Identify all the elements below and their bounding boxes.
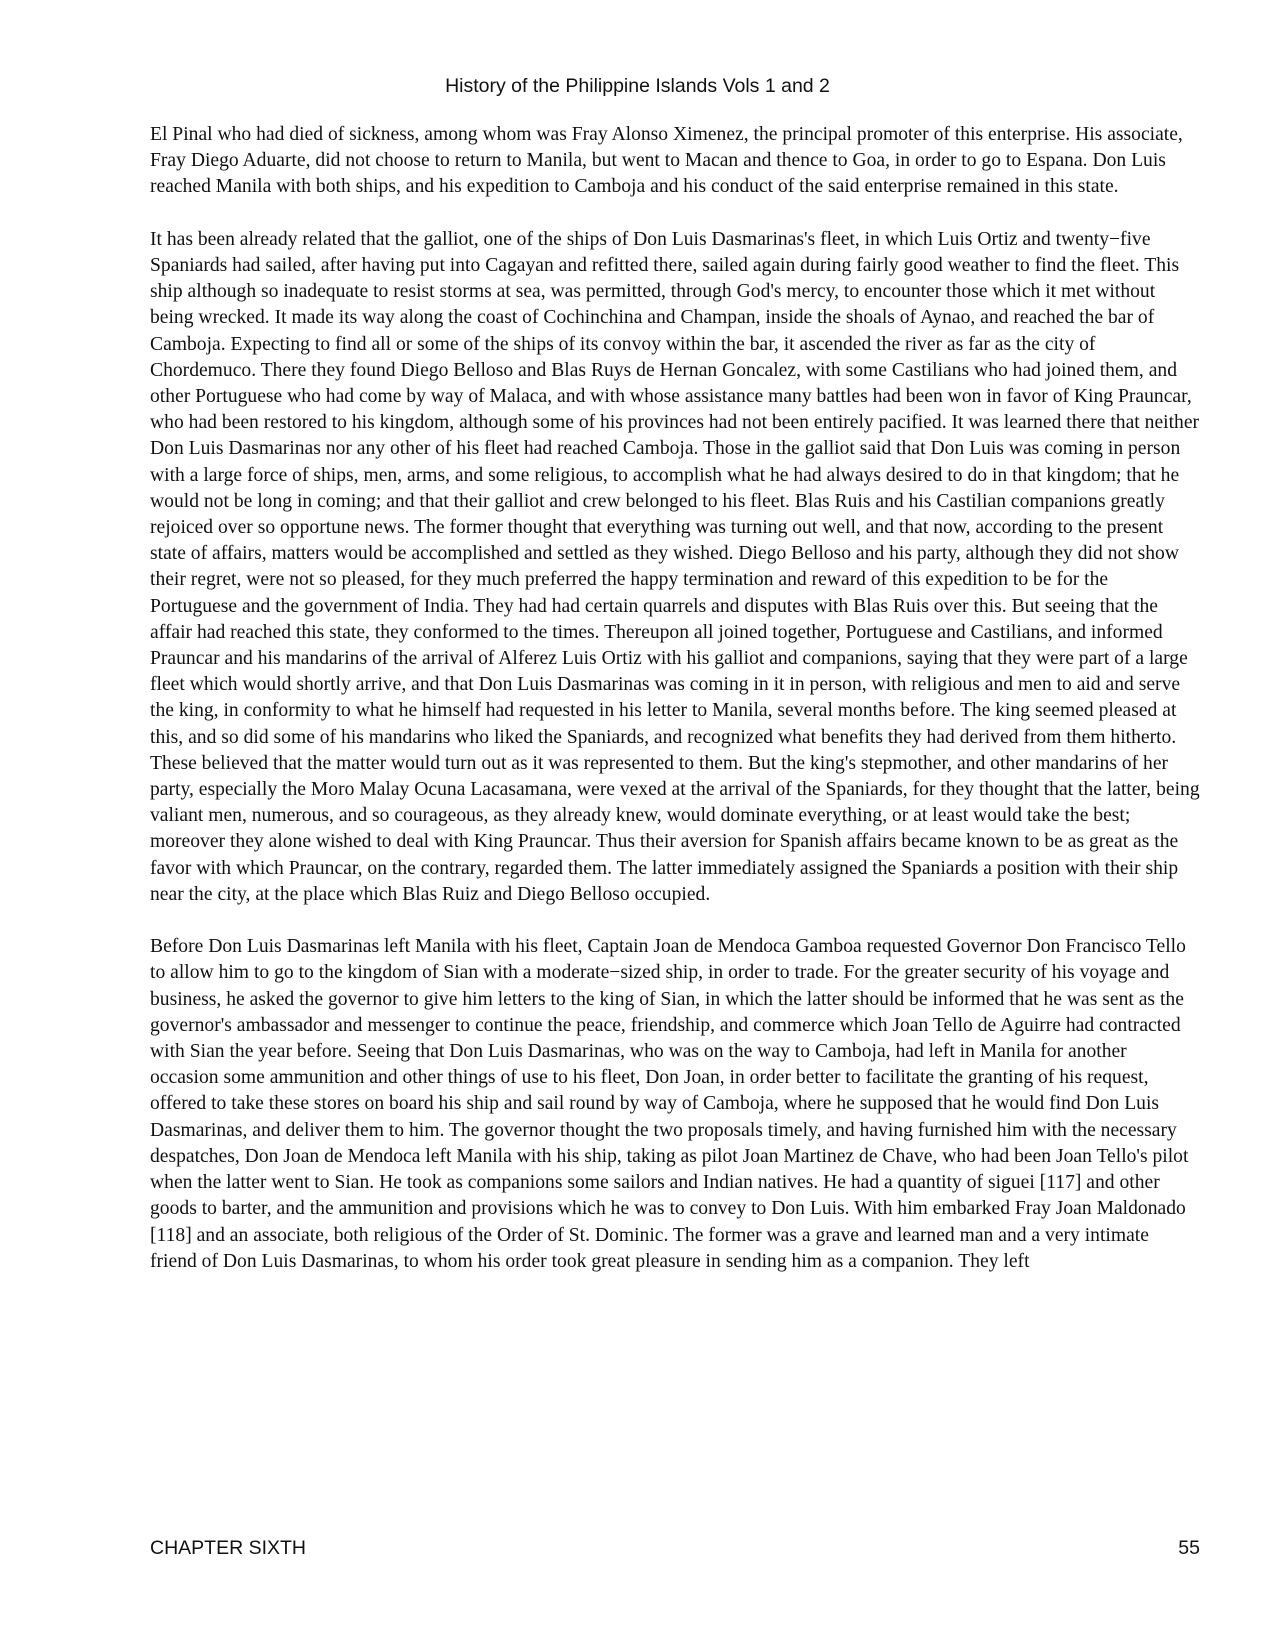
page-header (0, 74, 1275, 98)
body-text (150, 122, 1200, 1275)
paragraph-3: Before Don Luis Dasmarinas left Manila with his fleet, Captain Joan de Mendoca Gamboa requested Governor Don Francisco Tello to allow him to go to the kingdom of Sian with a moderate−sized ship, in order to trade. For the greater security of his voyage and business, he asked the governor to give him letters to the king of Sian, in which the latter should be informed that he was sent as the governor's ambassador and messenger to continue the peace, friendship, and commerce which Joan Tello de Aguirre had contracted with Sian the year before. Seeing that Don Luis Dasmarinas, who was on the way to Camboja, had left in Manila for another occasion some ammunition and other things of use to his fleet, Don Joan, in order better to facilitate the granting of his request, offered to take these stores on board his ship and sail round by way of Camboja, where he supposed that he would find Don Luis Dasmarinas, and deliver them to him. The governor thought the two proposals timely, and having furnished him with the necessary despatches, Don Joan de Mendoca left Manila with his ship, taking as pilot Joan Martinez de Chave, who had been Joan Tello's pilot when the latter went to Sian. He took as companions some sailors and Indian natives. He had a quantity of siguei [117] and other goods to barter, and the ammunition and provisions which he was to convey to Don Luis. With him embarked Fray Joan Maldonado [118] and an associate, both religious of the Order of St. Dominic. The former was a grave and learned man and a very intimate friend of Don Luis Dasmarinas, to whom his order took great pleasure in sending him as a companion. They left (150, 936, 1189, 1272)
page-number: 55 (1178, 1537, 1200, 1559)
paragraph-2: It has been already related that the galliot, one of the ships of Don Luis Dasmarinas's fleet, in which Luis Ortiz and twenty−five Spaniards had sailed, after having put into Cagayan and refitted there, sailed again during fairly good weather to find the fleet. This ship although so inadequate to resist storms at sea, was permitted, through God's mercy, to encounter those which it met without being wrecked. It made its way along the coast of Cochinchina and Champan, inside the shoals of Aynao, and reached the bar of Camboja. Expecting to find all or some of the ships of its convoy within the bar, it ascended the river as far as the city of Chordemuco. There they found Diego Belloso and Blas Ruys de Hernan Goncalez, with some Castilians who had joined them, and other Portuguese who had come by way of Malaca, and with whose assistance many battles had been won in favor of King Prauncar, who had been restored to his kingdom, although some of his provinces had not been entirely pacified. It was learned there that neither Don Luis Dasmarinas nor any other of his fleet had reached Camboja. Those in the galliot said that Don Luis was coming in person with a large force of ships, men, arms, and some religious, to accomplish what he had always desired to do in that kingdom; that he would not be long in coming; and that their galliot and crew belonged to his fleet. Blas Ruis and his Castilian companions greatly rejoiced over so opportune news. The former thought that everything was turning out well, and that now, according to the present state of affairs, matters would be accomplished and settled as they wished. Diego Belloso and his party, although they did not show their regret, were not so pleased, for they much preferred the happy termination and reward of this expedition to be for the Portuguese and the government of India. They had had certain quarrels and disputes with Blas Ruis over this. But seeing that the affair had reached this state, they conformed to the times. Thereupon all joined together, Portuguese and Castilians, and informed Prauncar and his mandarins of the arrival of Alferez Luis Ortiz with his galliot and companions, saying that they were part of a large fleet which would shortly arrive, and that Don Luis Dasmarinas was coming in it in person, with religious and men to aid and serve the king, in conformity to what he himself had requested in his letter to Manila, several months before. The king seemed pleased at this, and so did some of his mandarins who liked the Spaniards, and recognized what benefits they had derived from them hitherto. These believed that the matter would turn out as it was represented to them. But the king's stepmother, and other mandarins of her party, especially the Moro Malay Ocuna Lacasamana, were vexed at the arrival of the Spaniards, for they thought that the latter, being valiant men, numerous, and so courageous, as they already knew, would dominate everything, or at least would take the best; moreover they alone wished to deal with King Prauncar. Thus their aversion for Spanish affairs became known to be as great as the favor with which Prauncar, on the contrary, regarded them. The latter immediately assigned the Spaniards a position with their ship near the city, at the place which Blas Ruiz and Diego Belloso occupied. (150, 228, 1200, 905)
paragraph-1: El Pinal who had died of sickness, among whom was Fray Alonso Ximenez, the principal promoter of this enterprise. His associate, Fray Diego Aduarte, did not choose to return to Manila, but went to Macan and thence to Goa, in order to go to Espana. Don Luis reached Manila with both ships, and his expedition to Camboja and his conduct of the said enterprise remained in this state. (150, 124, 1183, 198)
running-title: History of the Philippine Islands Vols 1 and 2 (445, 75, 830, 97)
chapter-label: CHAPTER SIXTH (150, 1537, 307, 1559)
